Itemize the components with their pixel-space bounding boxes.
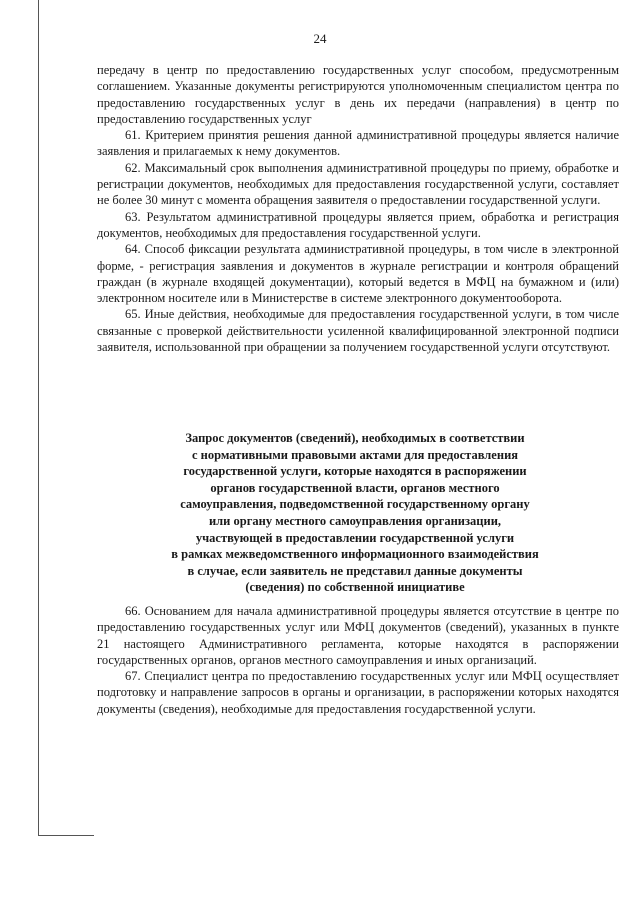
heading-line: (сведения) по собственной инициативе <box>245 580 465 595</box>
heading-line: в случае, если заявитель не представил данные документы <box>187 563 523 578</box>
paragraph-64: 64. Способ фиксации результата административной процедуры, в том числе в электронной форме, - регистрация заявления и документов в журнале регистрации и контроля обращений граждан (в журнале входящей документации), который ведется в МФЦ на бумажном и (или) электронном носителе или в Министерстве в системе электронного документооборота. <box>97 242 619 306</box>
paragraph-67: 67. Специалист центра по предоставлению государственных услуг или МФЦ осуществляет подготовку и направление запросов в органы и организации, в распоряжении которых находятся документы (сведения), необходимые для предоставления государственной услуги. <box>97 669 619 716</box>
heading-line: участвующей в предоставлении государственной услуги <box>195 530 515 545</box>
heading-line: в рамках межведомственного информационного взаимодействия <box>171 547 539 562</box>
heading-line: Запрос документов (сведений), необходимых в соответствии <box>185 431 525 445</box>
paragraph-66: 66. Основанием для начала административной процедуры является отсутствие в центре по предоставлению государственных услуг или МФЦ документов (сведений), указанных в пункте 21 настоящего Административного регламента, которые находятся в распоряжении государственных органов, органов местного самоуправления и иных организаций. <box>97 604 619 667</box>
heading-line: органов государственной власти, органов местного <box>210 480 500 495</box>
page-left-border <box>38 0 39 836</box>
paragraph-65: 65. Иные действия, необходимые для предоставления государственной услуги, в том числе связанные с проверкой действительности усиленной квалифицированной электронной подписи заявителя, использованной при обращении за получением государственной услуги отсутствуют. <box>97 307 619 355</box>
body-text-section-1 <box>97 62 619 355</box>
page-number: 24 <box>313 31 327 46</box>
paragraph-62: 62. Максимальный срок выполнения административной процедуры по приему, обработке и регистрации документов, необходимых для предоставления государственной услуги, составляет не более 30 минут с момента обращения заявителя о предоставлении государственной услуги. <box>97 160 619 208</box>
heading-line: государственной услуги, которые находятся в распоряжении <box>183 464 527 479</box>
body-text-section-2 <box>97 603 619 717</box>
page-bottom-border-fragment <box>38 835 94 836</box>
paragraph-63: 63. Результатом административной процедуры является прием, обработка и регистрация документов, необходимых для предоставления государственной услуги. <box>97 209 619 240</box>
section-heading <box>120 430 590 596</box>
heading-line: самоуправления, подведомственной государственному органу <box>180 497 530 512</box>
paragraph-61: 61. Критерием принятия решения данной административной процедуры является наличие заявления и прилагаемых к нему документов. <box>97 128 619 159</box>
paragraph-60-continuation: передачу в центр по предоставлению государственных услуг способом, предусмотренным соглашением. Указанные документы регистрируются уполномоченным специалистом центра по предоставлению государственных услуг в день их передачи (направления) в центр по предоставлению государственных услуг <box>97 63 619 126</box>
heading-line: с нормативными правовыми актами для предоставления <box>191 447 519 462</box>
heading-line: или органу местного самоуправления организации, <box>208 513 502 528</box>
